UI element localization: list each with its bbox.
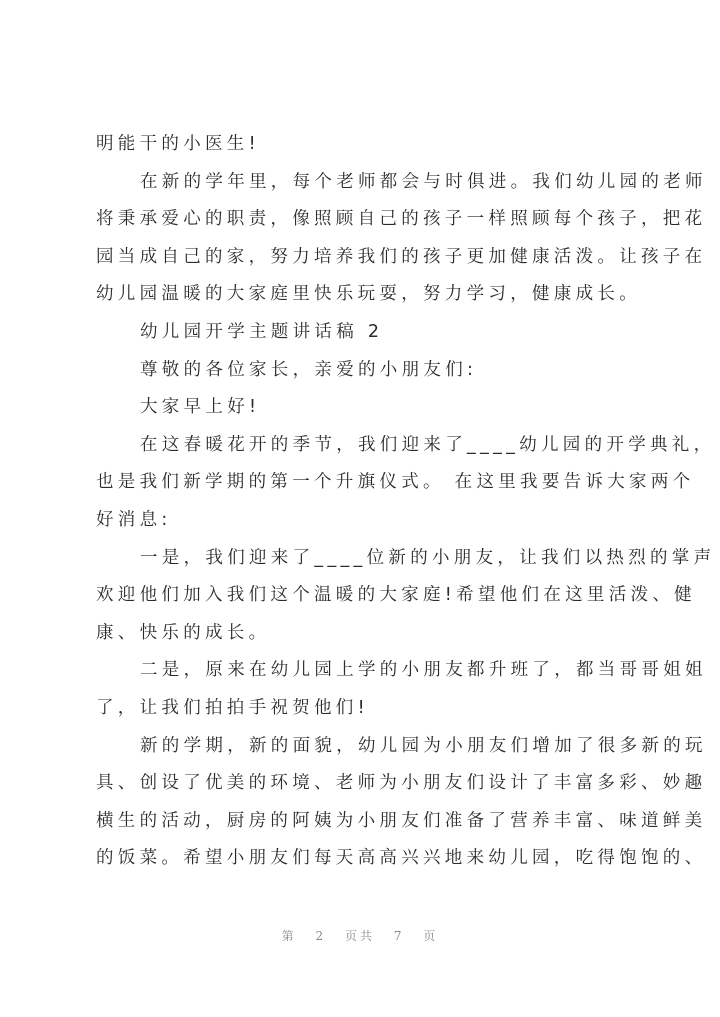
text-line: 好消息: [96,509,172,530]
text-line: 也是我们新学期的第一个升旗仪式。 在这里我要告诉大家两个 [96,472,695,493]
text-line: 二是，原来在幼儿园上学的小朋友都升班了，都当哥哥姐姐 [140,660,707,681]
footer-middle: 页共 [344,929,375,943]
text-line: 的饭菜。希望小朋友们每天高高兴兴地来幼儿园，吃得饱饱的、 [96,848,707,869]
section-heading: 幼儿园开学主题讲话稿 2 [140,321,384,342]
text-line: 在这春暖花开的季节，我们迎来了____幼儿园的开学典礼， [140,434,716,455]
salutation: 尊敬的各位家长，亲爱的小朋友们: [140,359,478,380]
text-line: 新的学期，新的面貌，幼儿园为小朋友们增加了很多新的玩 [140,735,707,756]
text-line: 在新的学年里，每个老师都会与时俱进。我们幼儿园的老师 [140,171,707,192]
text-line: 具、创设了优美的环境、老师为小朋友们设计了丰富多彩、妙趣 [96,773,707,794]
footer-prefix: 第 [281,929,297,943]
total-page-count: 7 [393,929,405,943]
text-line: 一是，我们迎来了____位新的小朋友，让我们以热烈的掌声 [140,547,716,568]
text-line: 明能干的小医生! [96,134,260,154]
text-line: 将秉承爱心的职责，像照顾自己的孩子一样照顾每个孩子，把花 [96,209,707,230]
text-line: 幼儿园温暖的大家庭里快乐玩耍，努力学习，健康成长。 [96,284,641,305]
text-line: 园当成自己的家，努力培养我们的孩子更加健康活泼。让孩子在 [96,246,707,267]
greeting: 大家早上好! [140,397,261,418]
current-page-number: 2 [315,929,327,943]
document-body [96,126,716,878]
text-line: 康、快乐的成长。 [96,622,271,643]
text-line: 了，让我们拍拍手祝贺他们! [96,697,369,718]
footer-suffix: 页 [423,929,439,943]
page-footer [0,927,720,944]
text-line: 横生的活动，厨房的阿姨为小朋友们准备了营养丰富、味道鲜美 [96,810,707,831]
text-line: 欢迎他们加入我们这个温暖的大家庭!希望他们在这里活泼、健 [96,585,696,606]
